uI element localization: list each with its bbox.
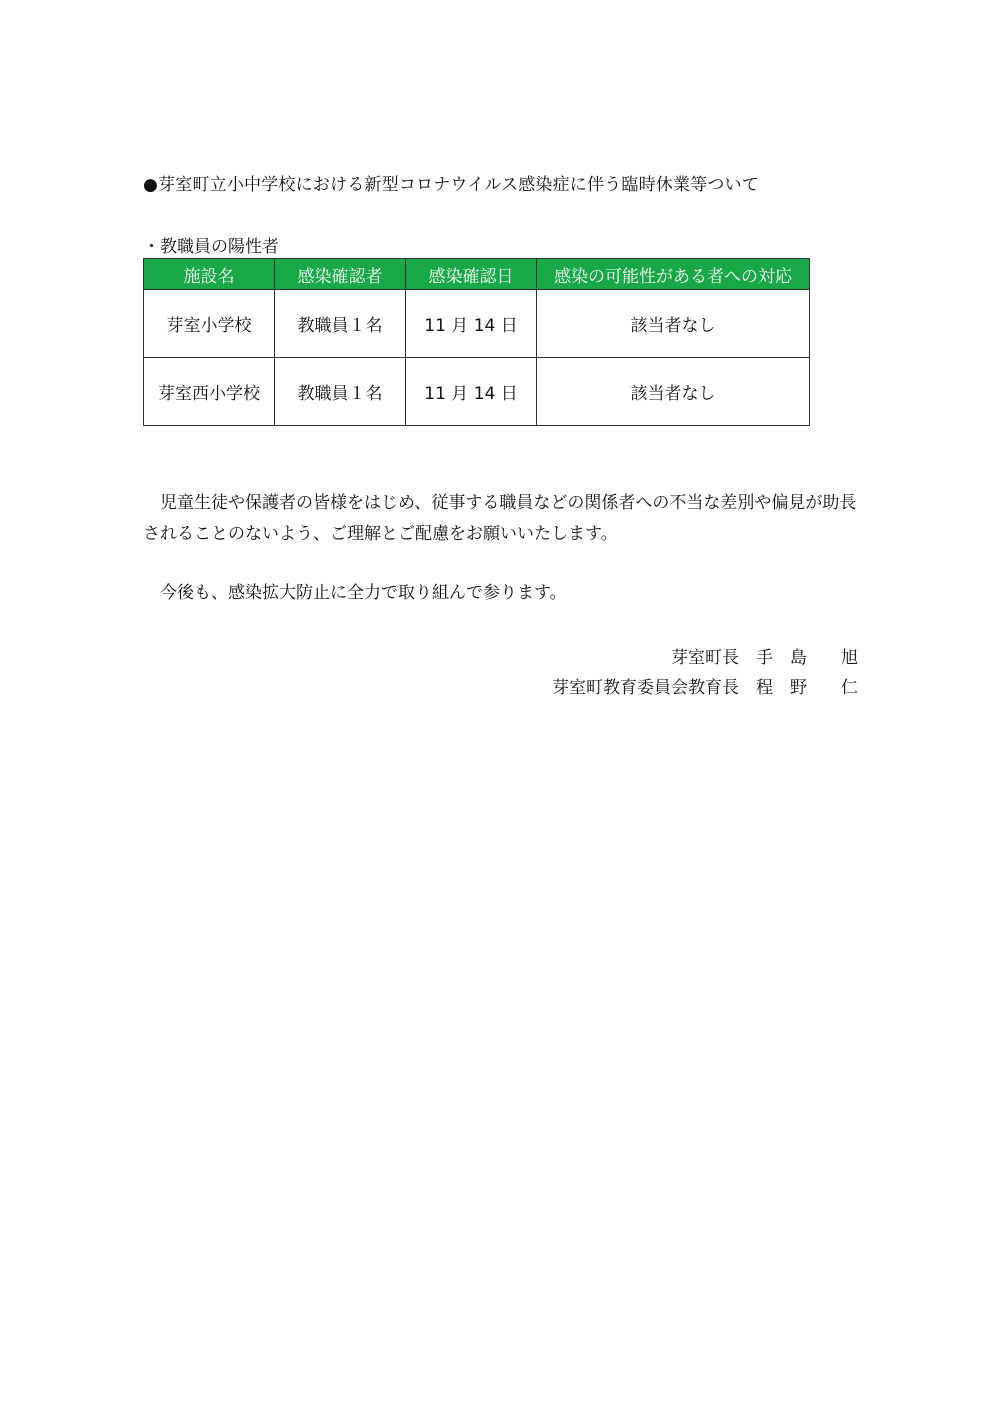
document-heading: ●芽室町立小中学校における新型コロナウイルス感染症に伴う臨時休業等ついて bbox=[143, 175, 760, 195]
cell-response: 該当者なし bbox=[537, 290, 810, 358]
column-header-facility: 施設名 bbox=[144, 259, 275, 290]
cell-confirmed-person: 教職員１名 bbox=[275, 358, 406, 426]
cell-confirmed-person: 教職員１名 bbox=[275, 290, 406, 358]
infection-table bbox=[143, 258, 810, 426]
table-row bbox=[144, 290, 810, 358]
request-paragraph: 児童生徒や保護者の皆様をはじめ、従事する職員などの関係者への不当な差別や偏見が助長されることのないよう、ご理解とご配慮をお願いいたします。 bbox=[143, 493, 857, 544]
signature-mayor: 芽室町長 手 島 旭 bbox=[671, 648, 858, 668]
cell-confirmed-date: 11 月 14 日 bbox=[406, 290, 537, 358]
cell-facility: 芽室西小学校 bbox=[144, 358, 275, 426]
cell-response: 該当者なし bbox=[537, 358, 810, 426]
table-row bbox=[144, 358, 810, 426]
column-header-confirmed-date: 感染確認日 bbox=[406, 259, 537, 290]
table-header-row bbox=[144, 259, 810, 290]
section-label: ・教職員の陽性者 bbox=[143, 237, 279, 257]
cell-confirmed-date: 11 月 14 日 bbox=[406, 358, 537, 426]
column-header-confirmed-person: 感染確認者 bbox=[275, 259, 406, 290]
cell-facility: 芽室小学校 bbox=[144, 290, 275, 358]
closing-paragraph: 今後も、感染拡大防止に全力で取り組んで参ります。 bbox=[160, 583, 567, 603]
signature-superintendent: 芽室町教育委員会教育長 程 野 仁 bbox=[552, 678, 858, 698]
column-header-response: 感染の可能性がある者への対応 bbox=[537, 259, 810, 290]
